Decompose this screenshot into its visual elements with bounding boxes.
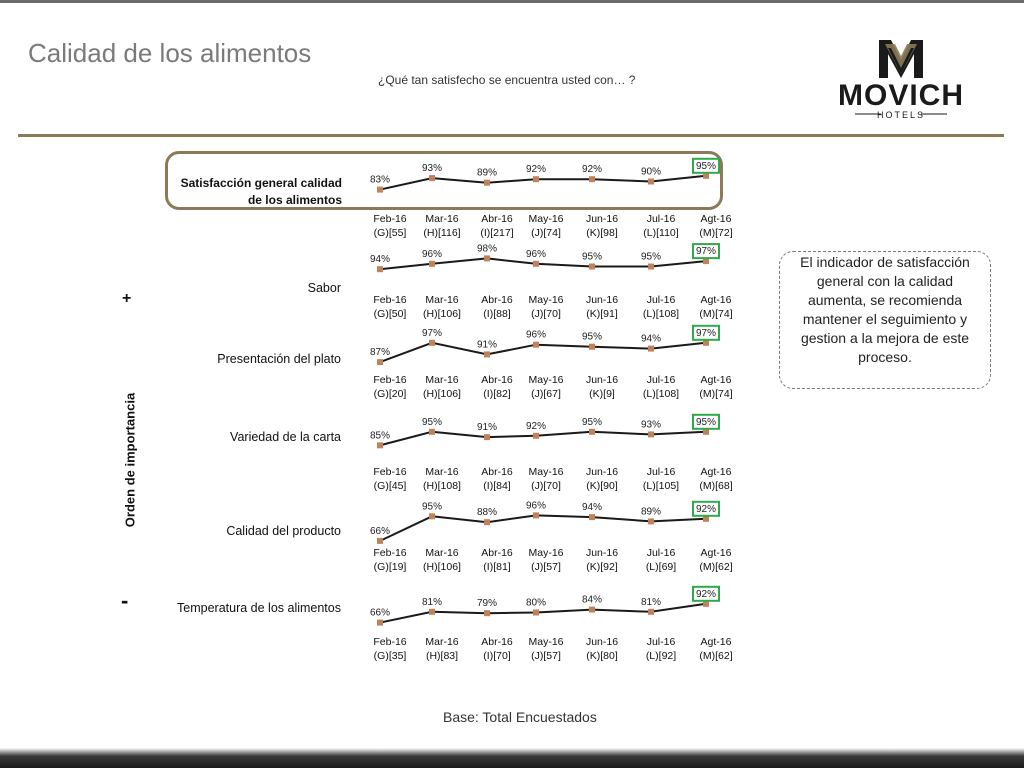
data-point [377, 538, 383, 544]
data-point [533, 261, 539, 267]
x-tick-base: (L)[105] [642, 480, 680, 492]
data-label: 91% [476, 339, 498, 351]
series-line-4 [380, 515, 706, 541]
x-tick-label: Abr-16 [481, 466, 513, 478]
x-tick-base: (J)[67] [531, 388, 561, 400]
x-tick-label: Agt-16 [700, 636, 732, 648]
x-tick-base: (M)[68] [699, 480, 733, 492]
data-label: 95% [581, 416, 603, 428]
x-tick-base: (G)[35] [373, 650, 407, 662]
data-point [533, 512, 539, 518]
x-tick-label: Agt-16 [700, 466, 732, 478]
chart-label-overall: Satisfacción general calidad de los alimentos [180, 176, 342, 207]
chart-label-calidad-producto: Calidad del producto [226, 524, 341, 538]
data-point [589, 514, 595, 520]
x-tick-label: Agt-16 [700, 374, 732, 386]
data-label: 95% [695, 416, 717, 428]
x-tick-base: (J)[57] [531, 650, 561, 662]
x-tick-base: (K)[91] [586, 308, 618, 320]
x-tick-label: Feb-16 [373, 294, 407, 306]
x-tick-label: Jun-16 [585, 466, 619, 478]
insight-callout-text: El indicador de satisfacción general con la calidad aumenta, se recomienda mantener el seguimiento y gestion a la mejora de este proceso. [800, 254, 970, 365]
data-label: 95% [640, 251, 662, 263]
data-point [533, 610, 539, 616]
data-label: 96% [525, 500, 547, 512]
x-tick-label: Mar-16 [425, 294, 459, 306]
x-tick-label: May-16 [528, 547, 564, 559]
data-point [377, 359, 383, 365]
data-point [377, 620, 383, 626]
x-tick-label: Mar-16 [425, 466, 459, 478]
x-tick-label: Jul-16 [646, 294, 676, 306]
x-tick-base: (I)[217] [480, 227, 514, 239]
data-label: 79% [476, 598, 498, 610]
x-tick-label: May-16 [528, 466, 564, 478]
x-tick-base: (L)[108] [642, 388, 680, 400]
x-tick-label: Feb-16 [373, 466, 407, 478]
x-tick-base: (H)[116] [423, 227, 461, 239]
x-tick-base: (L)[69] [645, 561, 677, 573]
data-point [377, 187, 383, 193]
data-label: 95% [581, 251, 603, 263]
data-label: 88% [476, 507, 498, 519]
data-point [429, 429, 435, 435]
x-tick-base: (I)[88] [483, 308, 511, 320]
x-tick-label: Agt-16 [700, 213, 732, 225]
data-label: 81% [640, 596, 662, 608]
x-tick-base: (H)[108] [423, 480, 461, 492]
data-point [589, 264, 595, 270]
data-point [648, 264, 654, 270]
chart-label-variedad: Variedad de la carta [230, 430, 341, 444]
data-point [429, 513, 435, 519]
x-tick-base: (I)[81] [483, 561, 511, 573]
x-tick-label: May-16 [528, 374, 564, 386]
base-note: Base: Total Encuestados [443, 709, 597, 725]
data-label: 96% [525, 248, 547, 260]
logo-tagline: HOTELS [876, 110, 926, 120]
data-label: 89% [476, 167, 498, 179]
x-tick-base: (H)[83] [425, 650, 459, 662]
logo-brand: MOVICH [838, 79, 964, 112]
data-label: 97% [421, 327, 443, 339]
series-line-3 [380, 432, 706, 446]
importance-axis-title: Orden de importancia [122, 392, 138, 528]
x-tick-label: Feb-16 [373, 374, 407, 386]
x-tick-base: (J)[57] [531, 561, 561, 573]
data-label: 92% [525, 420, 547, 432]
data-point [648, 431, 654, 437]
data-label: 94% [640, 333, 662, 345]
data-point [429, 340, 435, 346]
x-tick-label: Jul-16 [646, 213, 676, 225]
data-point [533, 433, 539, 439]
data-point [589, 344, 595, 350]
data-label: 81% [421, 596, 443, 608]
data-label: 98% [476, 243, 498, 255]
importance-low-marker: - [121, 588, 129, 613]
data-label: 84% [581, 594, 603, 606]
data-point [484, 434, 490, 440]
x-tick-label: Jun-16 [585, 374, 619, 386]
x-tick-base: (M)[72] [699, 227, 733, 239]
x-tick-base: (G)[55] [373, 227, 407, 239]
data-label: 92% [695, 588, 717, 600]
x-tick-base: (J)[70] [531, 308, 561, 320]
x-tick-label: Agt-16 [700, 547, 732, 559]
data-point [484, 351, 490, 357]
chart-label-sabor: Sabor [307, 281, 341, 295]
data-label: 96% [525, 329, 547, 341]
data-label: 90% [640, 166, 662, 178]
x-tick-label: Feb-16 [373, 636, 407, 648]
x-tick-base: (I)[84] [483, 480, 511, 492]
x-tick-base: (G)[20] [373, 388, 407, 400]
data-label: 89% [640, 506, 662, 518]
data-label: 95% [421, 501, 443, 513]
data-label: 66% [369, 525, 391, 537]
data-label: 85% [369, 430, 391, 442]
x-tick-label: Feb-16 [373, 213, 407, 225]
data-point [484, 519, 490, 525]
x-tick-base: (J)[74] [531, 227, 561, 239]
x-tick-label: Jul-16 [646, 374, 676, 386]
x-tick-label: Agt-16 [700, 294, 732, 306]
data-point [429, 175, 435, 181]
data-point [648, 179, 654, 185]
x-tick-base: (J)[70] [531, 480, 561, 492]
x-tick-base: (M)[74] [699, 388, 733, 400]
data-label: 96% [421, 248, 443, 260]
x-tick-base: (M)[62] [699, 650, 733, 662]
x-tick-label: Jul-16 [646, 466, 676, 478]
x-tick-base: (K)[9] [589, 388, 615, 400]
data-label: 92% [525, 164, 547, 176]
data-point [429, 261, 435, 267]
data-label: 66% [369, 607, 391, 619]
data-point [377, 442, 383, 448]
chart-label-temperatura: Temperatura de los alimentos [177, 601, 341, 615]
series-line-0 [380, 176, 706, 190]
importance-high-marker: + [122, 290, 132, 307]
x-tick-label: Mar-16 [425, 636, 459, 648]
x-tick-base: (L)[92] [645, 650, 677, 662]
x-tick-label: Abr-16 [481, 547, 513, 559]
x-tick-base: (I)[70] [483, 650, 511, 662]
x-tick-label: Jun-16 [585, 294, 619, 306]
data-point [429, 609, 435, 615]
x-tick-label: Jul-16 [646, 636, 676, 648]
data-label: 80% [525, 597, 547, 609]
data-label: 91% [476, 422, 498, 434]
data-label: 92% [695, 503, 717, 515]
data-point [648, 609, 654, 615]
data-label: 97% [695, 246, 717, 258]
x-tick-base: (K)[98] [586, 227, 618, 239]
x-tick-label: May-16 [528, 636, 564, 648]
data-point [484, 180, 490, 186]
footer-bar [0, 748, 1024, 768]
data-point [484, 255, 490, 261]
x-tick-label: Feb-16 [373, 547, 407, 559]
data-label: 95% [581, 331, 603, 343]
x-tick-base: (L)[110] [643, 227, 679, 239]
x-tick-base: (K)[90] [586, 480, 618, 492]
data-label: 97% [695, 327, 717, 339]
data-point [533, 342, 539, 348]
data-label: 94% [369, 254, 391, 266]
data-label: 95% [421, 416, 443, 428]
x-tick-label: Abr-16 [481, 294, 513, 306]
x-tick-base: (K)[80] [586, 650, 618, 662]
chart-label-presentacion: Presentación del plato [217, 352, 341, 366]
data-point [589, 429, 595, 435]
data-label: 93% [640, 419, 662, 431]
x-tick-label: Jun-16 [585, 213, 619, 225]
data-label: 92% [581, 164, 603, 176]
x-tick-base: (H)[106] [423, 561, 461, 573]
x-tick-label: Mar-16 [425, 547, 459, 559]
series-line-2 [380, 343, 706, 362]
x-tick-label: May-16 [528, 294, 564, 306]
x-tick-label: Jun-16 [585, 636, 619, 648]
data-point [589, 176, 595, 182]
data-point [648, 346, 654, 352]
x-tick-label: May-16 [528, 213, 564, 225]
x-tick-label: Jul-16 [646, 547, 676, 559]
data-point [648, 518, 654, 524]
x-tick-base: (G)[45] [373, 480, 407, 492]
data-label: 94% [581, 502, 603, 514]
x-tick-label: Abr-16 [481, 213, 513, 225]
data-point [533, 176, 539, 182]
x-tick-base: (L)[108] [642, 308, 680, 320]
x-tick-base: (K)[92] [586, 561, 618, 573]
data-label: 87% [369, 347, 391, 359]
page-title: Calidad de los alimentos [28, 38, 312, 68]
x-tick-base: (M)[74] [699, 308, 733, 320]
x-tick-label: Jun-16 [585, 547, 619, 559]
x-tick-label: Abr-16 [481, 636, 513, 648]
data-point [589, 607, 595, 613]
data-label: 83% [369, 174, 391, 186]
x-tick-base: (H)[106] [423, 388, 461, 400]
page-subtitle: ¿Qué tan satisfecho se encuentra usted con… ? [378, 73, 636, 87]
x-tick-label: Mar-16 [425, 374, 459, 386]
x-tick-base: (G)[19] [373, 561, 407, 573]
data-point [484, 610, 490, 616]
data-point [377, 266, 383, 272]
x-tick-base: (M)[62] [699, 561, 733, 573]
x-tick-base: (I)[82] [483, 388, 511, 400]
x-tick-base: (G)[50] [373, 308, 407, 320]
data-label: 95% [695, 160, 717, 172]
x-tick-label: Mar-16 [425, 213, 459, 225]
x-tick-base: (H)[106] [423, 308, 461, 320]
data-label: 93% [421, 163, 443, 175]
x-tick-label: Abr-16 [481, 374, 513, 386]
